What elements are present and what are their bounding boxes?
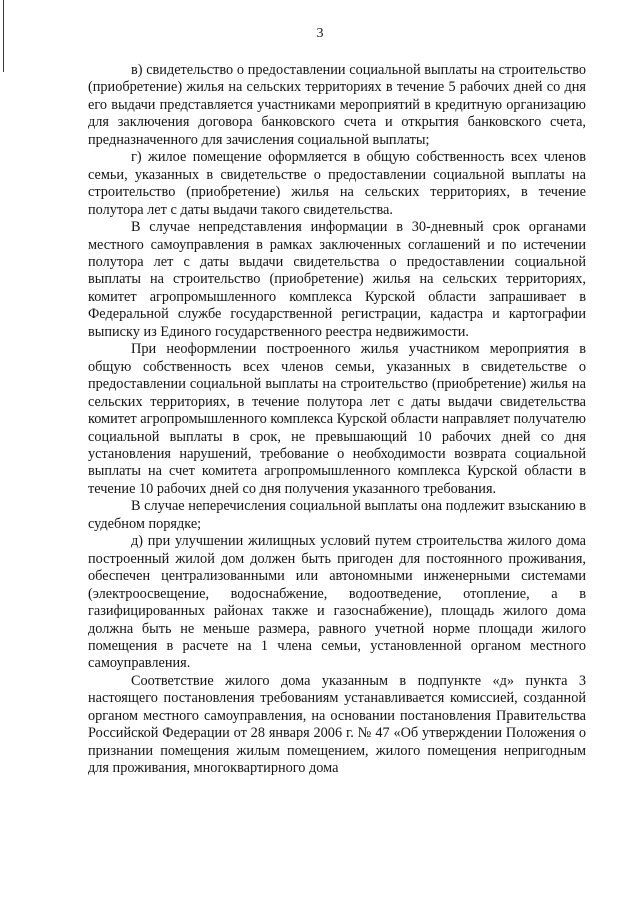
paragraph-neoformlenie: При неоформлении построенного жилья участником мероприятия в общую собственность всех членов семьи, указанных в свидетельстве о предоставлении социальной выплаты на строительство (приобретение) жилья на сельских территориях, в течение полутора лет с даты выдачи свидетельства комитет агропромышленного комплекса Курской области направляет получателю социальной выплаты в срок, не превышающий 10 рабочих дней со дня установления нарушений, требование о необходимости возврата социальной выплаты на счет комитета агропромышленного комплекса Курской области в течение 10 рабочих дней со дня получения указанного требования. bbox=[88, 341, 586, 497]
paragraph-neperechislenie: В случае неперечисления социальной выплаты она подлежит взысканию в судебном порядке; bbox=[88, 498, 586, 532]
paragraph-sootvetstvie: Соответствие жилого дома указанным в подпункте «д» пункта 3 настоящего постановления требованиям устанавливается комиссией, созданной органом местного самоуправления, на основании постановления Правительства Российской Федерации от 28 января 2006 г. № 47 «Об утверждении Положения о признании помещения жилым помещением, жилого помещения непригодным для проживания, многоквартирного дома bbox=[88, 672, 586, 777]
document-body bbox=[88, 62, 586, 778]
paragraph-nepredstavlenie: В случае непредставления информации в 30-дневный срок органами местного самоуправления в рамках заключенных соглашений и по истечении полутора лет с даты выдачи свидетельства о предоставлении социальной выплаты на строительство (приобретение) жилья на сельских территориях, комитет агропромышленного комплекса Курской области запрашивает в Федеральной службе государственной регистрации, кадастра и картографии выписку из Единого государственного реестра недвижимости. bbox=[88, 219, 586, 340]
page-number: 3 bbox=[316, 26, 324, 41]
paragraph-v: в) свидетельство о предоставлении социальной выплаты на строительство (приобретение) жилья на сельских территориях в течение 5 рабочих дней со дня его выдачи представляется участниками мероприятий в кредитную организацию для заключения договора банковского счета и открытия банковского счета, предназначенного для зачисления социальной выплаты; bbox=[88, 62, 586, 148]
paragraph-g: г) жилое помещение оформляется в общую собственность всех членов семьи, указанных в свидетельстве о предоставлении социальной выплаты на строительство (приобретение) жилья на сельских территориях, в течение полутора лет с даты выдачи такого свидетельства. bbox=[88, 149, 586, 218]
paragraph-d: д) при улучшении жилищных условий путем строительства жилого дома построенный жилой дом должен быть пригоден для постоянного проживания, обеспечен централизованными или автономными инженерными системами (электроосвещение, водоснабжение, водоотведение, отопление, а в газифицированных районах также и газоснабжение), площадь жилого дома должна быть не меньше размера, равного учетной норме площади жилого помещения в расчете на 1 члена семьи, установленной органом местного самоуправления. bbox=[88, 533, 586, 672]
